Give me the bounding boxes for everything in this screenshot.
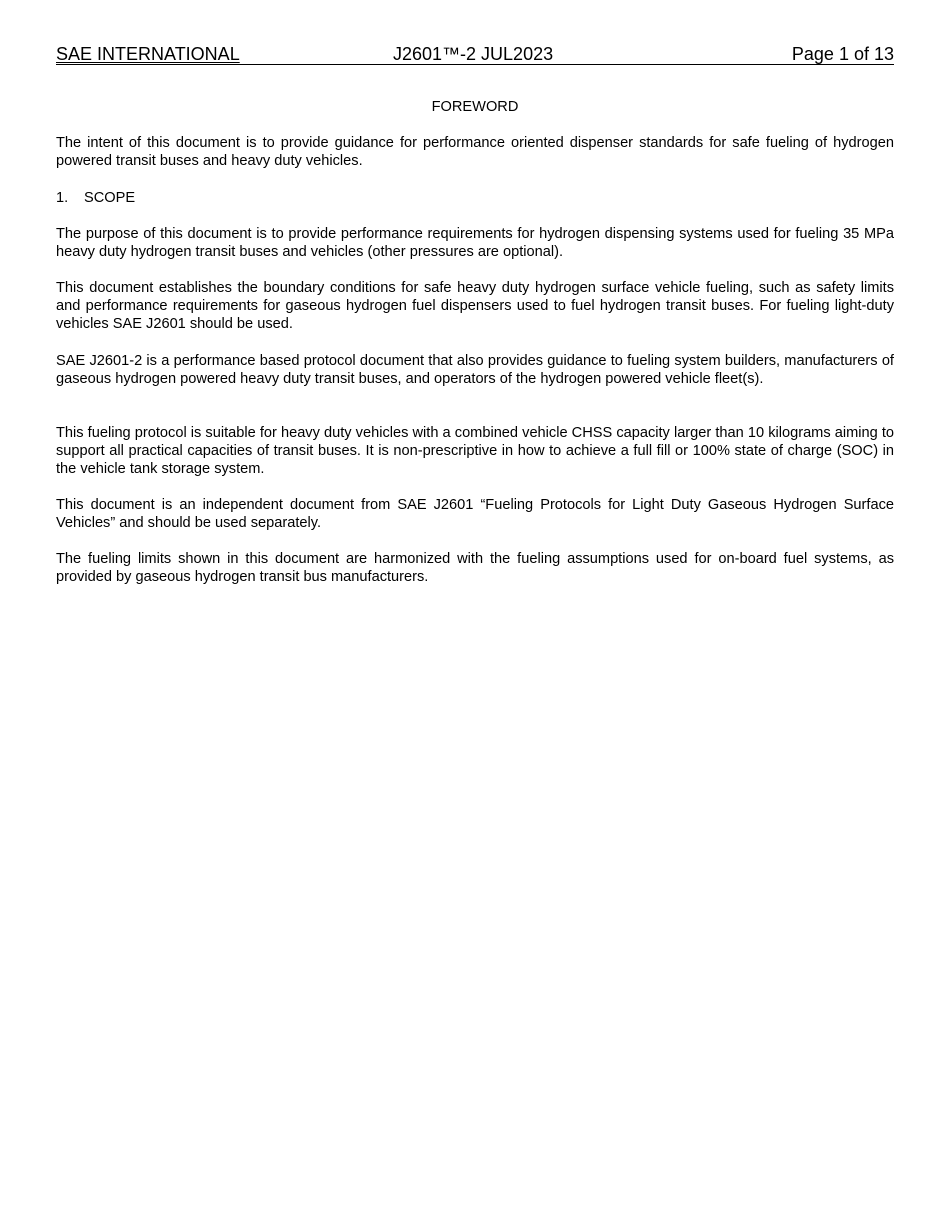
foreword-heading: FOREWORD [431,99,519,115]
section-heading-scope [56,189,135,207]
scope-paragraph-5: This document is an independent document from SAE J2601 “Fueling Protocols for Light Duty Gaseous Hydrogen Surface Vehicles” and should be used separately. [56,497,894,531]
scope-paragraph-2: This document establishes the boundary conditions for safe heavy duty hydrogen surface vehicle fueling, such as safety limits and performance requirements for gaseous hydrogen fuel dispensers used to fuel hydrogen transit buses. For fueling light-duty vehicles SAE J2601 should be used. [56,280,894,332]
header-organization: SAE INTERNATIONAL [56,44,240,64]
scope-paragraph-6: The fueling limits shown in this document are harmonized with the fueling assumptions used for on-board fuel systems, as provided by gaseous hydrogen transit bus manufacturers. [56,551,894,585]
scope-paragraph-3: SAE J2601-2 is a performance based protocol document that also provides guidance to fueling system builders, manufacturers of gaseous hydrogen powered heavy duty transit buses, and operators of the hydrogen powered vehicle fleet(s). [56,353,894,387]
scope-paragraph-1: The purpose of this document is to provide performance requirements for hydrogen dispensing systems used for fueling 35 MPa heavy duty hydrogen transit buses and vehicles (other pressures are optional). [56,226,894,260]
foreword-paragraph: The intent of this document is to provide guidance for performance oriented dispenser standards for safe fueling of hydrogen powered transit buses and heavy duty vehicles. [56,135,894,169]
header-document-id: J2601™-2 JUL2023 [393,44,554,64]
header-page-number: Page 1 of 13 [791,44,894,64]
section-number: 1. [56,190,69,206]
section-title: SCOPE [84,190,136,206]
scope-paragraph-4: This fueling protocol is suitable for heavy duty vehicles with a combined vehicle CHSS capacity larger than 10 kilograms aiming to support all practical capacities of transit buses. It is non-prescriptive in how to achieve a full fill or 100% state of charge (SOC) in the vehicle tank storage system. [56,425,894,477]
page-header [56,44,894,65]
